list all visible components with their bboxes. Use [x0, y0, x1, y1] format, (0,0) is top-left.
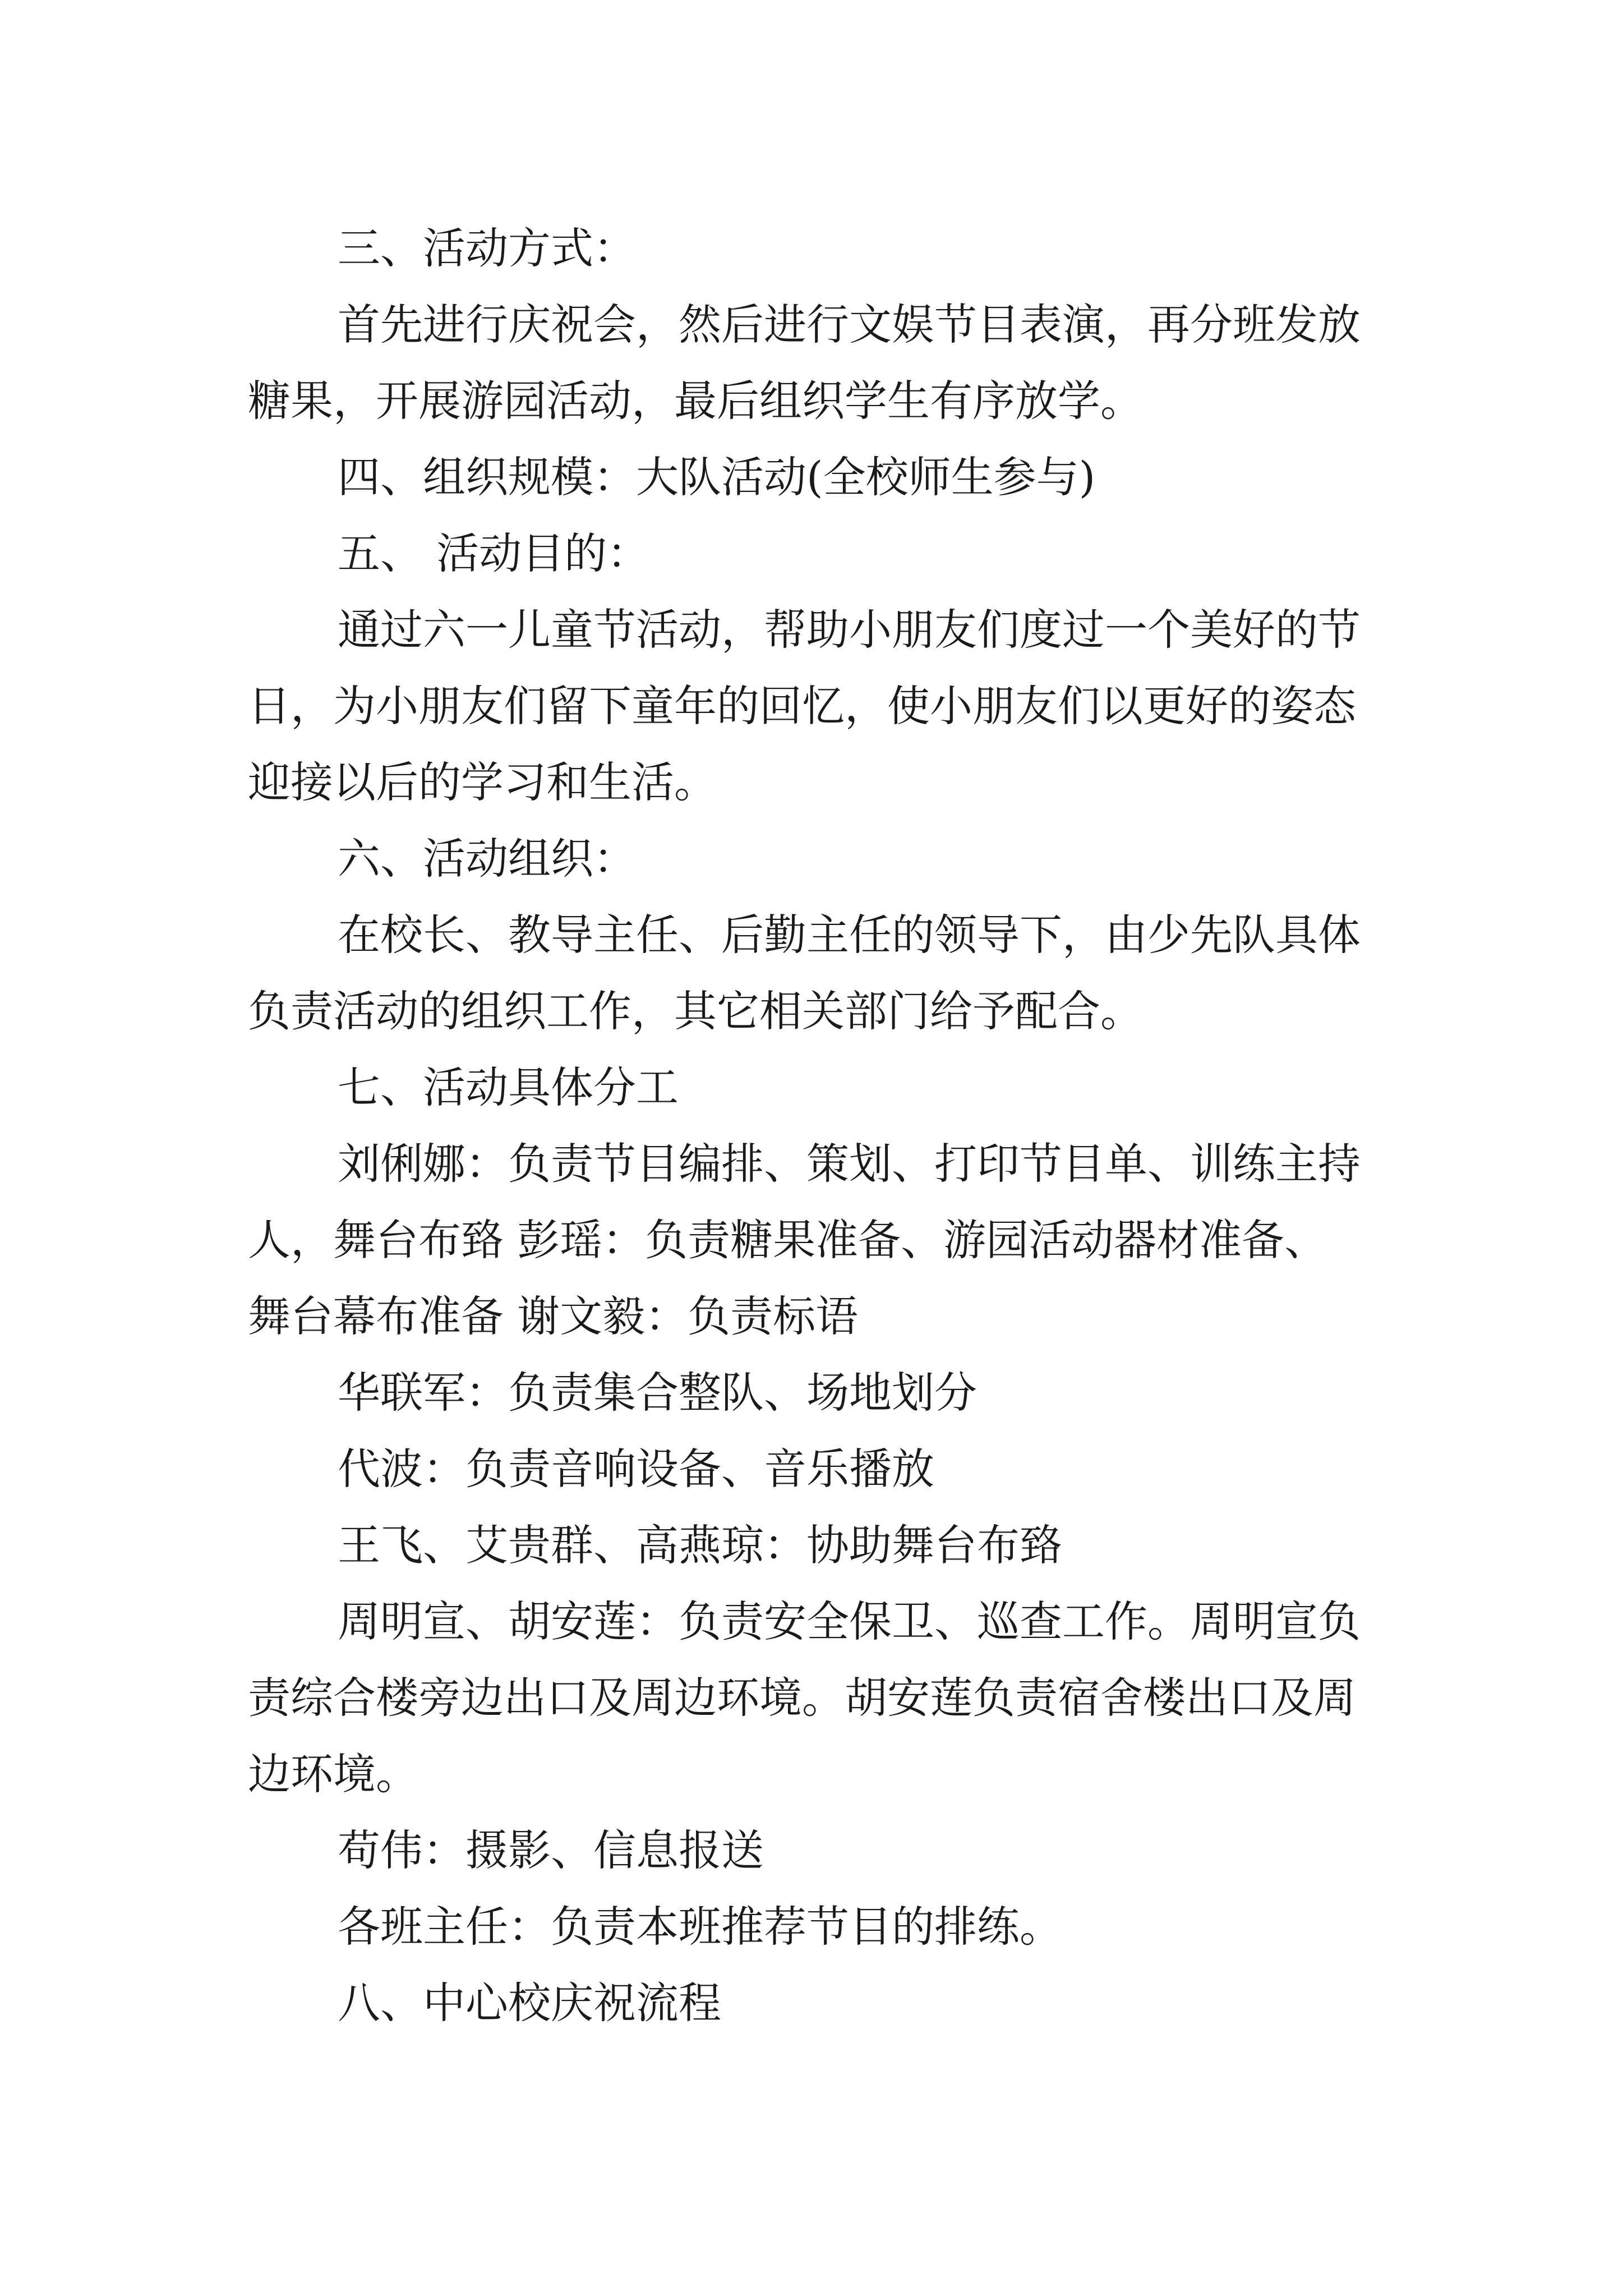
paragraph-line: 日，为小朋友们留下童年的回忆，使小朋友们以更好的姿态: [248, 681, 1356, 731]
paragraph-line: 华联军：负责集合整队、场地划分: [338, 1368, 977, 1418]
section-heading-activity-purpose: 五、 活动目的：: [338, 528, 650, 578]
paragraph-line: 责综合楼旁边出口及周边环境。胡安莲负责宿舍楼出口及周: [248, 1673, 1356, 1723]
paragraph-line: 代波：负责音响设备、音乐播放: [338, 1444, 934, 1494]
paragraph-line: 在校长、教导主任、后勤主任的领导下，由少先队具体: [338, 910, 1361, 960]
section-heading-celebration-process: 八、中心校庆祝流程: [338, 1978, 721, 2028]
paragraph-line: 首先进行庆祝会，然后进行文娱节目表演，再分班发放: [338, 300, 1361, 349]
paragraph-line: 糖果，开展游园活动，最后组织学生有序放学。: [248, 376, 1143, 426]
paragraph-line: 负责活动的组织工作，其它相关部门给予配合。: [248, 986, 1143, 1036]
paragraph-line: 通过六一儿童节活动，帮助小朋友们度过一个美好的节: [338, 605, 1361, 655]
paragraph-line: 各班主任：负责本班推荐节目的排练。: [338, 1902, 1062, 1952]
section-heading-task-division: 七、活动具体分工: [338, 1062, 679, 1112]
paragraph-line: 边环境。: [248, 1749, 418, 1799]
paragraph-line: 王飞、艾贵群、高燕琼：协助舞台布臵: [338, 1520, 1062, 1570]
paragraph-line: 苟伟：摄影、信息报送: [338, 1825, 764, 1875]
section-heading-activity-organization: 六、活动组织：: [338, 834, 636, 884]
paragraph-line: 舞台幕布准备 谢文毅：负责标语: [248, 1291, 859, 1341]
section-heading-organization-scale: 四、组织规模：大队活动(全校师生参与): [338, 452, 1096, 502]
paragraph-line: 人，舞台布臵 彭瑶：负责糖果准备、游园活动器材准备、: [248, 1215, 1327, 1265]
paragraph-line: 周明宣、胡安莲：负责安全保卫、巡查工作。周明宣负: [338, 1596, 1361, 1646]
section-heading-activity-method: 三、活动方式：: [338, 223, 636, 273]
paragraph-line: 刘俐娜：负责节目编排、策划、打印节目单、训练主持: [338, 1139, 1361, 1189]
paragraph-line: 迎接以后的学习和生活。: [248, 757, 717, 807]
